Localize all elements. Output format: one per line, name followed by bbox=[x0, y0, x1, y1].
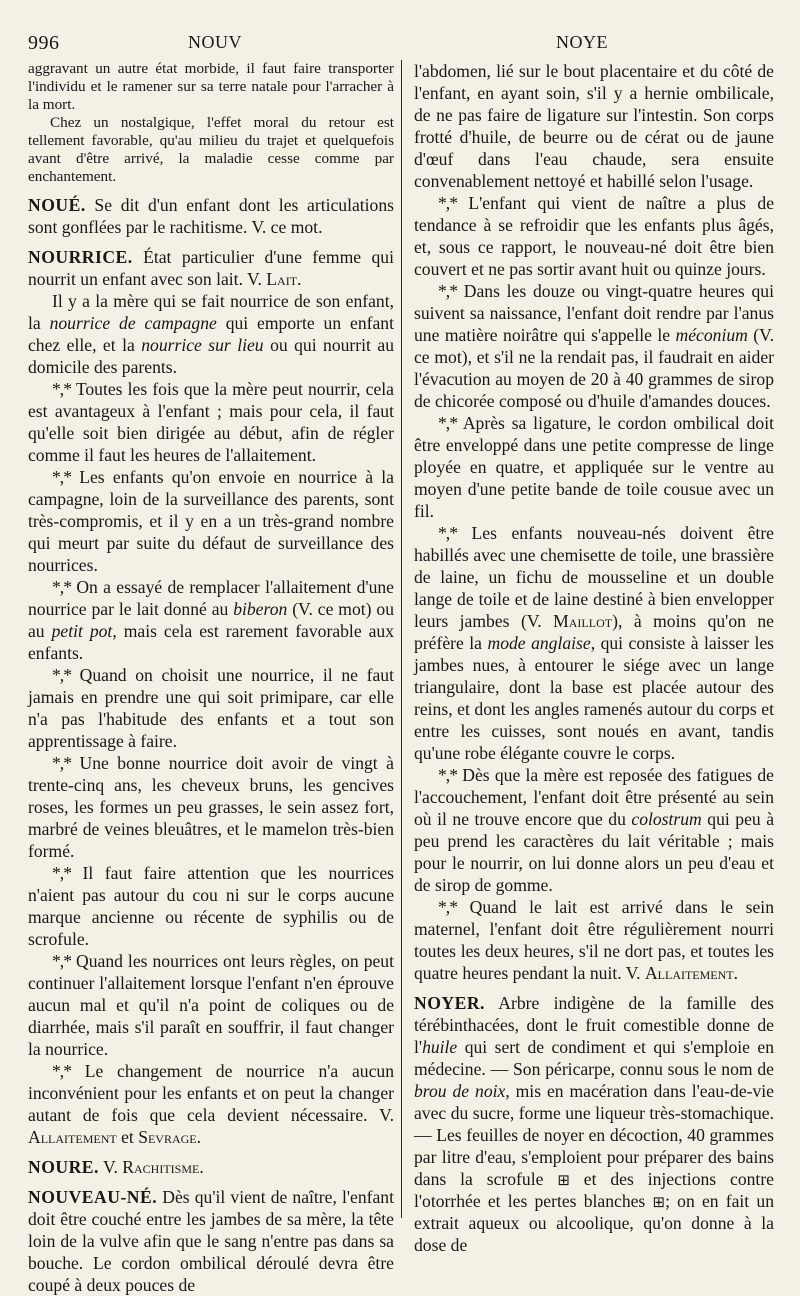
cross-reference: Allaitement bbox=[28, 1127, 117, 1147]
paragraph: aggravant un autre état morbide, il faut faire transporter l'individu et le ramener sur sa terre natale pour l'arracher à la mort. bbox=[28, 60, 394, 113]
boxed-plus-icon: ⊞ bbox=[557, 1171, 570, 1189]
right-column bbox=[414, 60, 774, 1256]
cross-reference: Lait bbox=[266, 269, 298, 289]
entry-noyer bbox=[414, 992, 774, 1256]
entry-text: Dès qu'il vient de naître, l'enfant doit être couché entre les jambes de sa mère, la tête loin de la vulve afin que le sang n'entre pas dans sa bouche. Le cordon ombilical déroulé devra être coupé à deux pouces de bbox=[28, 1187, 394, 1295]
entry-noue bbox=[28, 194, 394, 238]
nostalgie-continuation bbox=[28, 60, 394, 186]
asterism: *,* bbox=[52, 577, 71, 597]
punctuation: . bbox=[297, 269, 302, 289]
italic-term: huile bbox=[422, 1037, 458, 1057]
cross-reference: Rachitisme bbox=[122, 1157, 200, 1177]
paragraph bbox=[28, 664, 394, 752]
running-head-left: NOUV bbox=[188, 32, 242, 52]
text: qui emporte un enfant chez elle, et la bbox=[28, 313, 394, 355]
text: ; on en fait un extrait aqueux ou alcoolique, qu'on donne à la dose de bbox=[414, 1191, 774, 1255]
text: Arbre indigène de la famille des térébinthacées, dont le fruit comestible donne de l' bbox=[414, 993, 774, 1057]
paragraph bbox=[414, 896, 774, 984]
paragraph bbox=[28, 862, 394, 950]
text: ou qui nourrit au domicile des parents. bbox=[28, 335, 394, 377]
column-divider bbox=[401, 60, 402, 1218]
asterism: *,* bbox=[52, 467, 71, 487]
italic-term: petit pot bbox=[51, 621, 113, 641]
asterism: *,* bbox=[438, 765, 457, 785]
text: , qui consiste à laisser les jambes nues, à entourer le siége avec un lange triangulaire, dont la base est placée autour des reins, et dont les angles ramenés autour du corps et entre les cuisses, sont noués en avant, tandis qu'une robe élégante couvre le corps. bbox=[414, 633, 774, 763]
asterism: *,* bbox=[438, 413, 457, 433]
asterism: *,* bbox=[52, 753, 71, 773]
paragraph bbox=[414, 412, 774, 522]
page-number: 996 bbox=[28, 32, 60, 54]
text: (V. ce mot), et s'il ne la rendait pas, il faudrait en aider l'évacution au moyen de 20 à 40 grammes de sirop de chicorée composé ou d'huile d'amandes douces. bbox=[414, 325, 775, 411]
paragraph bbox=[28, 950, 394, 1060]
text: Toutes les fois que la mère peut nourrir, cela est avantageux à l'enfant ; mais pour cela, il faut qu'elle soit bien dirigée au début, afin de régler comme il faut les heures de l'allaitement. bbox=[28, 379, 394, 465]
text: (V. ce mot) ou au bbox=[28, 599, 394, 641]
cross-reference: Maillot bbox=[553, 611, 613, 631]
text: ), à moins qu'on ne préfère la bbox=[414, 611, 774, 653]
asterism: *,* bbox=[438, 897, 457, 917]
punctuation: . bbox=[196, 1127, 202, 1147]
paragraph bbox=[414, 764, 774, 896]
italic-term: colostrum bbox=[631, 809, 702, 829]
text: et bbox=[116, 1127, 139, 1147]
italic-term: biberon bbox=[233, 599, 288, 619]
text: Quand on choisit une nourrice, il ne faut jamais en prendre une qui soit primipare, car elle n'a pas l'habitude des enfants et a tout son apprentissage à faire. bbox=[28, 665, 394, 751]
asterism: *,* bbox=[438, 193, 457, 213]
cross-reference: Sevrage bbox=[138, 1127, 197, 1147]
paragraph bbox=[28, 290, 394, 378]
asterism: *,* bbox=[52, 1061, 71, 1081]
italic-term: brou de noix bbox=[414, 1081, 506, 1101]
paragraph: Chez un nostalgique, l'effet moral du retour est tellement favorable, qu'au milieu du trajet et quelquefois avant d'être arrivé, la maladie cesse comme par enchantement. bbox=[28, 114, 394, 185]
entry-headword: NOUVEAU-NÉ. bbox=[28, 1187, 158, 1207]
paragraph bbox=[414, 280, 774, 412]
text: qui sert de condiment et qui s'emploie en médecine. — Son péricarpe, connu sous le nom de bbox=[414, 1037, 774, 1079]
text: Dans les douze ou vingt-quatre heures qui suivent sa naissance, l'enfant doit rendre par l'anus une matière noirâtre qui s'appelle le bbox=[414, 281, 774, 345]
entry-nourrice bbox=[28, 246, 394, 290]
text: Quand le lait est arrivé dans le sein maternel, l'enfant doit être régulièrement nourri toutes les deux heures, s'il ne dort pas, et toutes les quatre heures pendant la nuit. V. bbox=[414, 897, 774, 983]
text: Dès que la mère est reposée des fatigues de l'accouchement, l'enfant doit être présenté au sein où il ne trouve encore que du bbox=[414, 765, 774, 829]
asterism: *,* bbox=[438, 281, 457, 301]
italic-term: nourrice sur lieu bbox=[141, 335, 264, 355]
paragraph bbox=[414, 192, 774, 280]
paragraph bbox=[28, 1060, 394, 1148]
italic-term: mode anglaise bbox=[487, 633, 591, 653]
running-head-right: NOYE bbox=[556, 32, 608, 52]
asterism: *,* bbox=[52, 863, 71, 883]
entry-headword: NOURRICE. bbox=[28, 247, 133, 267]
italic-term: méconium bbox=[675, 325, 748, 345]
text: , mais cela est rarement favorable aux enfants. bbox=[28, 621, 395, 663]
entry-headword: NOURE. bbox=[28, 1157, 99, 1177]
text: qui peu à peu prend les caractères du lait véritable ; mais pour le nourrir, on lui donne alors un peu d'eau et de sirop de gomme. bbox=[414, 809, 774, 895]
text: Quand les nourrices ont leurs règles, on peut continuer l'allaitement lorsque l'enfant n'en éprouve aucun mal et qu'il n'a point de coliques ou de diarrhée, mais s'il paraît en souffrir, il faut changer la nourrice. bbox=[28, 951, 394, 1059]
punctuation: . bbox=[199, 1157, 204, 1177]
asterism: *,* bbox=[438, 523, 457, 543]
italic-term: nourrice de campagne bbox=[49, 313, 217, 333]
asterism: *,* bbox=[52, 379, 71, 399]
text: On a essayé de remplacer l'allaitement d'une nourrice par le lait donné au bbox=[28, 577, 394, 619]
entry-headword: NOYER. bbox=[414, 993, 485, 1013]
text: Il y a la mère qui se fait nourrice de son enfant, la bbox=[28, 291, 394, 333]
left-column bbox=[28, 60, 394, 1296]
paragraph bbox=[28, 576, 394, 664]
text: Il faut faire attention que les nourrices n'aient pas autour du cou ni sur le corps aucune marque ancienne ou récente de syphilis ou de scrofule. bbox=[28, 863, 394, 949]
punctuation: . bbox=[733, 963, 739, 983]
entry-nouveau-ne bbox=[28, 1186, 394, 1296]
text: Le changement de nourrice n'a aucun inconvénient pour les enfants et on peut la changer autant de fois que cela devient nécessaire. V. bbox=[28, 1061, 394, 1125]
text: Après sa ligature, le cordon ombilical doit être enveloppé dans une petite compresse de linge ployée en quatre, et appliquée sur le ventre au moyen d'une petite bande de toile cousue avec un fil. bbox=[414, 413, 774, 521]
cross-reference: Allaitement bbox=[644, 963, 734, 983]
text: , mis en macération dans l'eau-de-vie avec du sucre, forme une liqueur très-stomachique. — Les feuilles de noyer en décoction, 40 grammes par litre d'eau, s'emploient pour préparer des bains dans la scrofule bbox=[414, 1081, 774, 1189]
entry-noure bbox=[28, 1156, 394, 1178]
paragraph bbox=[28, 466, 394, 576]
entry-text: État particulier d'une femme qui nourrit un enfant avec son lait. V. bbox=[28, 247, 394, 289]
text: Une bonne nourrice doit avoir de vingt à trente-cinq ans, les cheveux bruns, les gencives roses, les formes un peu grasses, le sein assez fort, marbré de veines bleuâtres, et le mamelon très-bien formé. bbox=[28, 753, 394, 861]
entry-headword: NOUÉ. bbox=[28, 195, 86, 215]
text: Les enfants nouveau-nés doivent être habillés avec une chemisette de toile, une brassière de laine, un fichu de mousseline et un double lange de toile et de laine destiné à bien envelopper leurs jambes (V. bbox=[414, 523, 774, 631]
boxed-plus-icon: ⊞ bbox=[652, 1193, 666, 1211]
paragraph bbox=[414, 522, 774, 764]
text: L'enfant qui vient de naître a plus de tendance à se refroidir que les enfants plus âgés, et, sous ce rapport, le nouveau-né doit être bien couvert et ne pas sortir avant huit ou quinze jours. bbox=[414, 193, 774, 279]
asterism: *,* bbox=[52, 665, 71, 685]
asterism: *,* bbox=[52, 951, 71, 971]
paragraph bbox=[28, 378, 394, 466]
entry-text: Se dit d'un enfant dont les articulations sont gonflées par le rachitisme. V. ce mot. bbox=[28, 195, 394, 237]
paragraph bbox=[28, 752, 394, 862]
entry-text: V. bbox=[98, 1157, 123, 1177]
text: Les enfants qu'on envoie en nourrice à la campagne, loin de la surveillance des parents, sont très-compromis, et il y en a un très-grand nombre qui meurt par suite du défaut de surveillance des nourrices. bbox=[28, 467, 394, 575]
text: et des injections contre l'otorrhée et les pertes blanches bbox=[414, 1169, 774, 1211]
paragraph: l'abdomen, lié sur le bout placentaire et du côté de l'enfant, en ayant soin, s'il y a hernie ombilicale, de ne pas faire de ligature sur l'intestin. Son corps frotté d'huile, de beurre ou de cérat ou de jaune d'œuf dans l'eau chaude, sera ensuite convenablement nettoyé et habillé selon l'usage. bbox=[414, 61, 774, 191]
